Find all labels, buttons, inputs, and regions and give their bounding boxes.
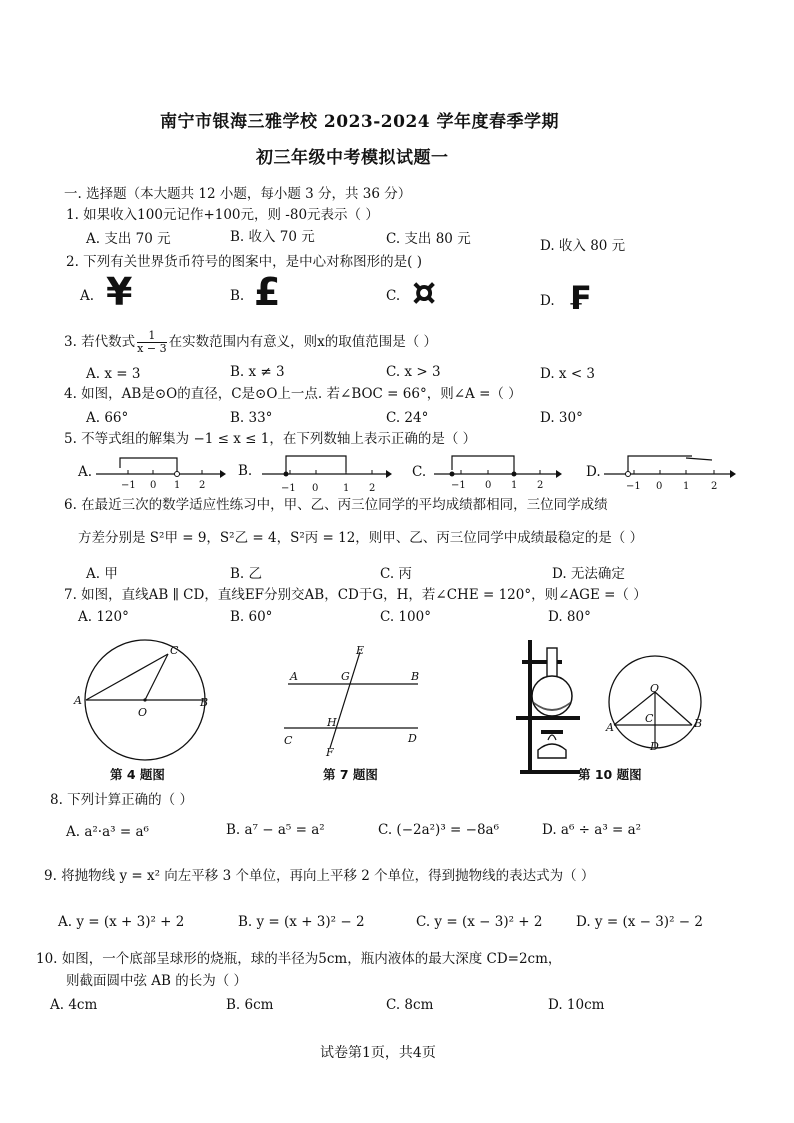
- q8-option-d: D. a⁶ ÷ a³ = a²: [542, 822, 642, 838]
- currency-symbol-icon: ¤: [412, 270, 437, 314]
- tick-label: −1: [626, 481, 641, 492]
- label-h: H: [327, 716, 337, 729]
- label-o: O: [650, 682, 660, 695]
- q7-option-a: A. 120°: [78, 609, 129, 625]
- figure-7-parallel-lines: [284, 644, 419, 759]
- yen-symbol-icon: ¥: [106, 270, 133, 314]
- q6-option-d: D. 无法确定: [552, 566, 625, 582]
- q6-option-b: B. 乙: [230, 566, 263, 582]
- franc-symbol-icon: ₣: [568, 279, 591, 317]
- q5-option-a: A.: [78, 464, 93, 480]
- q6-option-a: A. 甲: [86, 566, 118, 582]
- exam-subtitle: 初三年级中考模拟试题一: [256, 148, 449, 168]
- q5-option-b: B.: [238, 463, 253, 479]
- q4-option-c: C. 24°: [386, 410, 429, 426]
- label-f: F: [326, 746, 334, 759]
- label-a: A: [74, 694, 82, 707]
- q10-option-d: D. 10cm: [548, 997, 605, 1013]
- q7-option-c: C. 100°: [380, 609, 431, 625]
- number-line-b: [262, 456, 392, 494]
- number-line-a: [96, 458, 226, 491]
- q3-stem-pre: 3. 若代数式: [64, 334, 136, 350]
- number-line-c: [434, 456, 562, 491]
- q10-option-b: B. 6cm: [226, 997, 274, 1013]
- tick-label: −1: [281, 483, 296, 494]
- q6-stem-2: 方差分别是 S²甲 = 9，S²乙 = 4，S²丙 = 12，则甲、乙、丙三位同学中成绩最稳定的是（ ）: [78, 530, 644, 546]
- q5-option-d: D.: [586, 464, 601, 480]
- tick-label: 2: [711, 481, 718, 492]
- tick-label: −1: [451, 480, 466, 491]
- tick-label: 1: [683, 481, 690, 492]
- label-o: O: [138, 706, 148, 719]
- label-b: B: [411, 670, 420, 683]
- tick-label: 2: [369, 483, 376, 494]
- q2-option-c: C.: [386, 288, 401, 304]
- figure-7-caption: 第 7 题图: [323, 767, 378, 782]
- q3-frac-den: x − 3: [137, 342, 167, 355]
- pound-symbol-icon: £: [254, 270, 281, 314]
- q1-option-a: A. 支出 70 元: [86, 231, 171, 247]
- q8-option-c: C. (−2a²)³ = −8a⁶: [378, 822, 499, 838]
- q5-number-lines: [0, 0, 794, 500]
- q1-stem: 1. 如果收入100元记作+100元，则 -80元表示（ ）: [66, 207, 379, 223]
- q1-option-b: B. 收入 70 元: [230, 229, 315, 245]
- q10-stem-2: 则截面圆中弦 AB 的长为（ ）: [66, 973, 248, 989]
- q6-option-c: C. 丙: [380, 566, 412, 582]
- exam-title: 南宁市银海三雅学校 2023-2024 学年度春季学期: [160, 112, 560, 132]
- label-c: C: [284, 734, 293, 747]
- label-a: A: [290, 670, 298, 683]
- label-a: A: [606, 721, 614, 734]
- q7-option-d: D. 80°: [548, 609, 591, 625]
- figure-10-caption: 第 10 题图: [578, 767, 642, 782]
- tick-label: 0: [312, 483, 319, 494]
- label-b: B: [694, 717, 703, 730]
- q6-stem: 6. 在最近三次的数学适应性练习中，甲、乙、丙三位同学的平均成绩都相同，三位同学成绩: [64, 497, 608, 513]
- q3-option-b: B. x ≠ 3: [230, 364, 285, 380]
- q10-option-c: C. 8cm: [386, 997, 434, 1013]
- figure-4-caption: 第 4 题图: [110, 767, 165, 782]
- q3-stem-post: 在实数范围内有意义，则x的取值范围是（ ）: [168, 334, 437, 350]
- label-e: E: [356, 644, 365, 657]
- q5-option-c: C.: [412, 464, 427, 480]
- q9-option-b: B. y = (x + 3)² − 2: [238, 914, 365, 930]
- label-b: B: [200, 696, 209, 709]
- figure-4-circle: [73, 640, 208, 760]
- q3-option-c: C. x > 3: [386, 364, 441, 380]
- label-c: C: [645, 712, 654, 725]
- number-line-d: [604, 456, 736, 492]
- page-footer: 试卷第1页，共4页: [320, 1045, 436, 1061]
- q2-option-a: A.: [80, 288, 95, 304]
- q8-stem: 8. 下列计算正确的（ ）: [50, 792, 193, 808]
- q10-stem: 10. 如图，一个底部呈球形的烧瓶，球的半径为5cm，瓶内液体的最大深度 CD=2cm，: [36, 951, 562, 967]
- q9-stem: 9. 将抛物线 y = x² 向左平移 3 个单位，再向上平移 2 个单位，得到抛物线的表达式为（ ）: [44, 868, 595, 884]
- tick-label: 1: [174, 480, 181, 491]
- figures-row: [0, 630, 794, 790]
- q5-stem: 5. 不等式组的解集为 −1 ≤ x ≤ 1，在下列数轴上表示正确的是（ ）: [64, 431, 477, 447]
- q4-option-b: B. 33°: [230, 410, 273, 426]
- tick-label: 2: [199, 480, 206, 491]
- q3-option-a: A. x = 3: [86, 366, 141, 382]
- q2-option-d: D.: [540, 293, 555, 309]
- label-c: C: [170, 644, 179, 657]
- section-heading: 一. 选择题（本大题共 12 小题，每小题 3 分，共 36 分）: [64, 186, 412, 202]
- q7-option-b: B. 60°: [230, 609, 273, 625]
- label-d: D: [650, 740, 659, 753]
- tick-label: 1: [511, 480, 518, 491]
- q9-option-c: C. y = (x − 3)² + 2: [416, 914, 543, 930]
- figure-10-flask: [516, 640, 580, 774]
- q1-option-c: C. 支出 80 元: [386, 231, 471, 247]
- q8-option-b: B. a⁷ − a⁵ = a²: [226, 822, 325, 838]
- label-d: D: [408, 732, 417, 745]
- q4-option-d: D. 30°: [540, 410, 583, 426]
- q3-frac-num: 1: [148, 329, 156, 342]
- q4-option-a: A. 66°: [86, 410, 129, 426]
- tick-label: 0: [150, 480, 157, 491]
- tick-label: −1: [121, 480, 136, 491]
- tick-label: 2: [537, 480, 544, 491]
- q4-stem: 4. 如图，AB是⊙O的直径，C是⊙O上一点. 若∠BOC = 66°，则∠A =（ ）: [64, 386, 522, 402]
- figure-10-circle: [605, 656, 702, 753]
- label-g: G: [341, 670, 350, 683]
- q2-stem: 2. 下列有关世界货币符号的图案中，是中心对称图形的是( ): [66, 254, 422, 270]
- q10-option-a: A. 4cm: [50, 997, 98, 1013]
- tick-label: 0: [485, 480, 492, 491]
- q2-option-b: B.: [230, 288, 245, 304]
- q8-option-a: A. a²·a³ = a⁶: [66, 824, 149, 840]
- q3-option-d: D. x < 3: [540, 366, 596, 382]
- q1-option-d: D. 收入 80 元: [540, 238, 626, 254]
- q7-stem: 7. 如图，直线AB ∥ CD，直线EF分别交AB，CD于G，H，若∠CHE = 120°，则∠AGE =（ ）: [64, 587, 647, 603]
- tick-label: 0: [656, 481, 663, 492]
- tick-label: 1: [343, 483, 350, 494]
- q9-option-a: A. y = (x + 3)² + 2: [58, 914, 185, 930]
- q9-option-d: D. y = (x − 3)² − 2: [576, 914, 703, 930]
